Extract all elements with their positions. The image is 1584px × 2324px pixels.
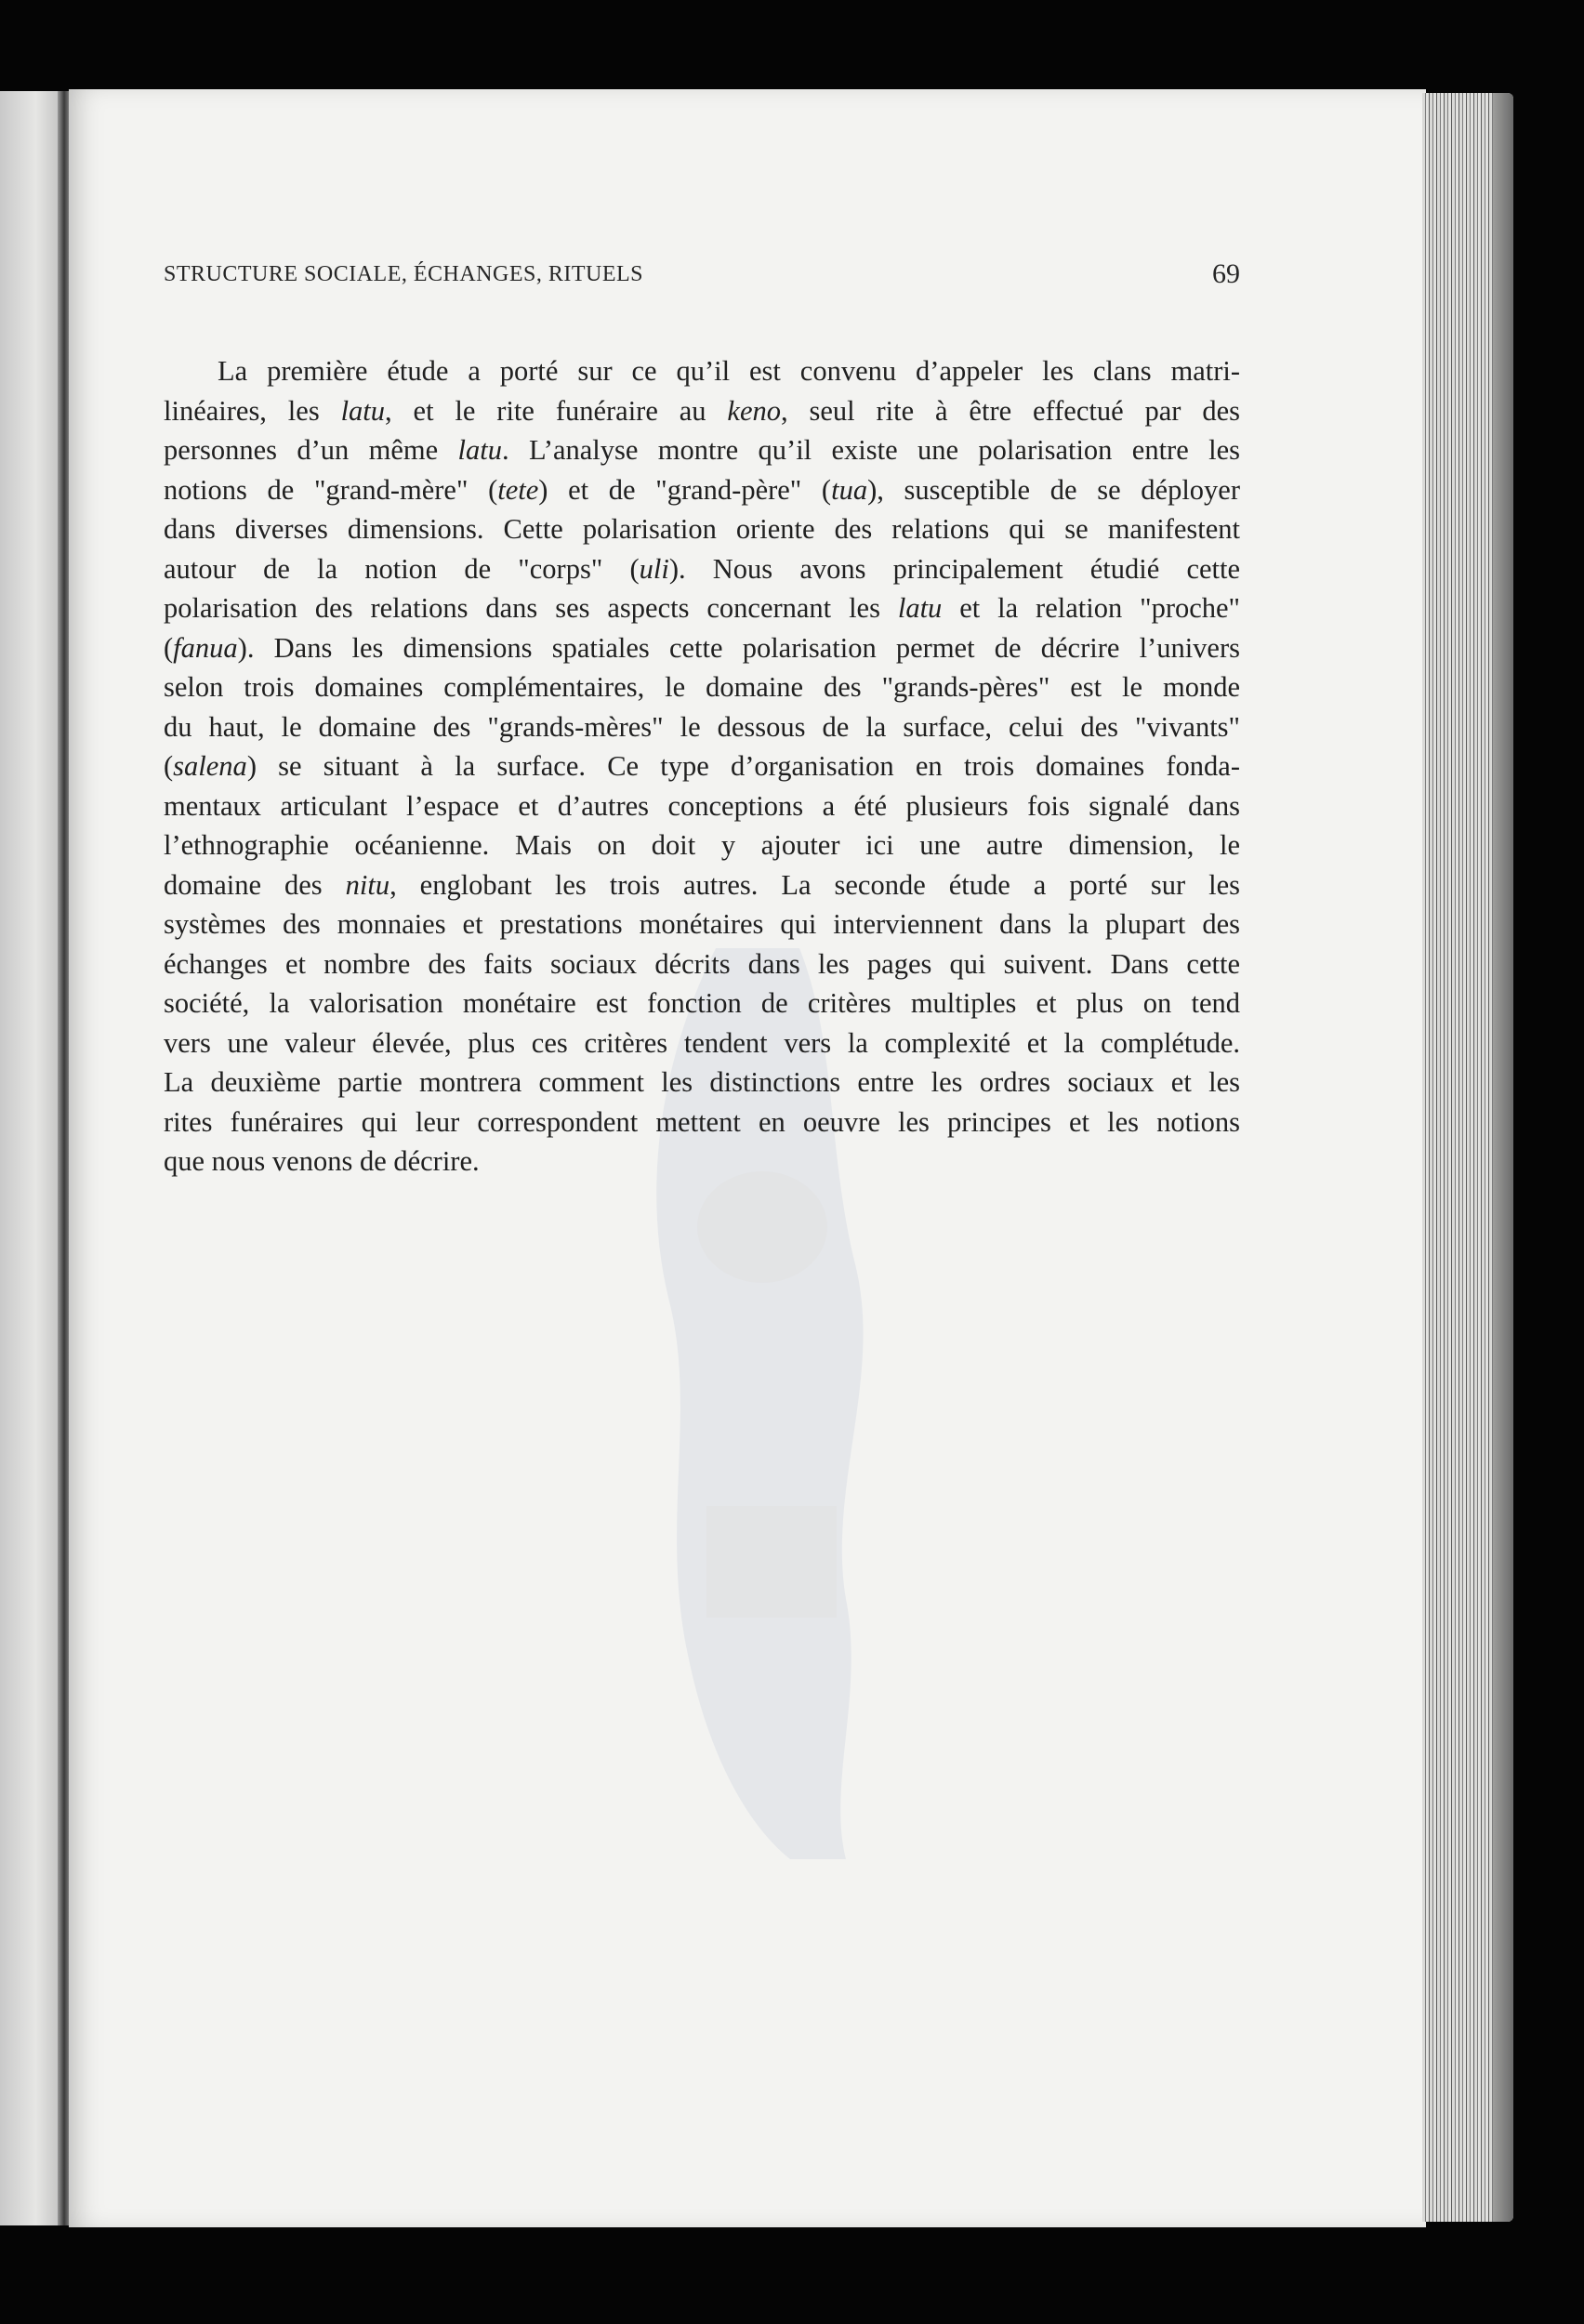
page-edges-stack [1422,93,1513,2222]
text-line: mentaux articulant l’espace et d’autres conceptions a été plusieurs fois signalé dans [164,789,1240,822]
text-line: polarisation des relations dans ses aspects concernant les latu et la relation "proche" [164,592,1241,624]
text-line: (fanua). Dans les dimensions spatiales cette polarisation permet de décrire l’univers [164,631,1240,664]
text-line: société, la valorisation monétaire est fonction de critères multiples et plus on tend [164,987,1240,1019]
text-line: personnes d’un même latu. L’analyse montre qu’il existe une polarisation entre les [164,434,1240,466]
text-line: rites funéraires qui leur correspondent mettent en oeuvre les principes et les notions [164,1105,1240,1138]
text-line: l’ethnographie océanienne. Mais on doit y ajouter ici une autre dimension, le [164,829,1240,861]
text-line: La première étude a porté sur ce qu’il est convenu d’appeler les clans matri- [218,355,1240,387]
text-line: domaine des nitu, englobant les trois autres. La seconde étude a porté sur les [164,868,1240,901]
text-line: que nous venons de décrire. [164,1145,480,1177]
text-line: linéaires, les latu, et le rite funéraire au keno, seul rite à être effectué par des [164,394,1240,427]
text-line: La deuxième partie montrera comment les distinctions entre les ordres sociaux et les [164,1066,1240,1098]
text-line: du haut, le domaine des "grands-mères" le dessous de la surface, celui des "vivants" [164,710,1240,743]
text-line: notions de "grand-mère" (tete) et de "grand-père" (tua), susceptible de se déployer [164,473,1240,506]
text-line: vers une valeur élevée, plus ces critères tendent vers la complexité et la complétude. [164,1026,1240,1059]
page-number: 69 [1212,258,1240,289]
body-paragraph [164,351,1240,1182]
facing-page-edge [0,91,65,2225]
text-line: échanges et nombre des faits sociaux décrits dans les pages qui suivent. Dans cette [164,947,1240,980]
text-line: dans diverses dimensions. Cette polarisation oriente des relations qui se manifestent [164,513,1240,545]
running-head [164,258,1240,299]
running-title: STRUCTURE SOCIALE, ÉCHANGES, RITUELS [164,262,644,286]
text-line: systèmes des monnaies et prestations monétaires qui interviennent dans la plupart des [164,908,1240,940]
text-line: (salena) se situant à la surface. Ce type d’organisation en trois domaines fonda- [164,750,1240,782]
text-line: autour de la notion de "corps" (uli). Nous avons principalement étudié cette [164,552,1241,585]
text-line: selon trois domaines complémentaires, le domaine des "grands-pères" est le monde [164,671,1240,703]
